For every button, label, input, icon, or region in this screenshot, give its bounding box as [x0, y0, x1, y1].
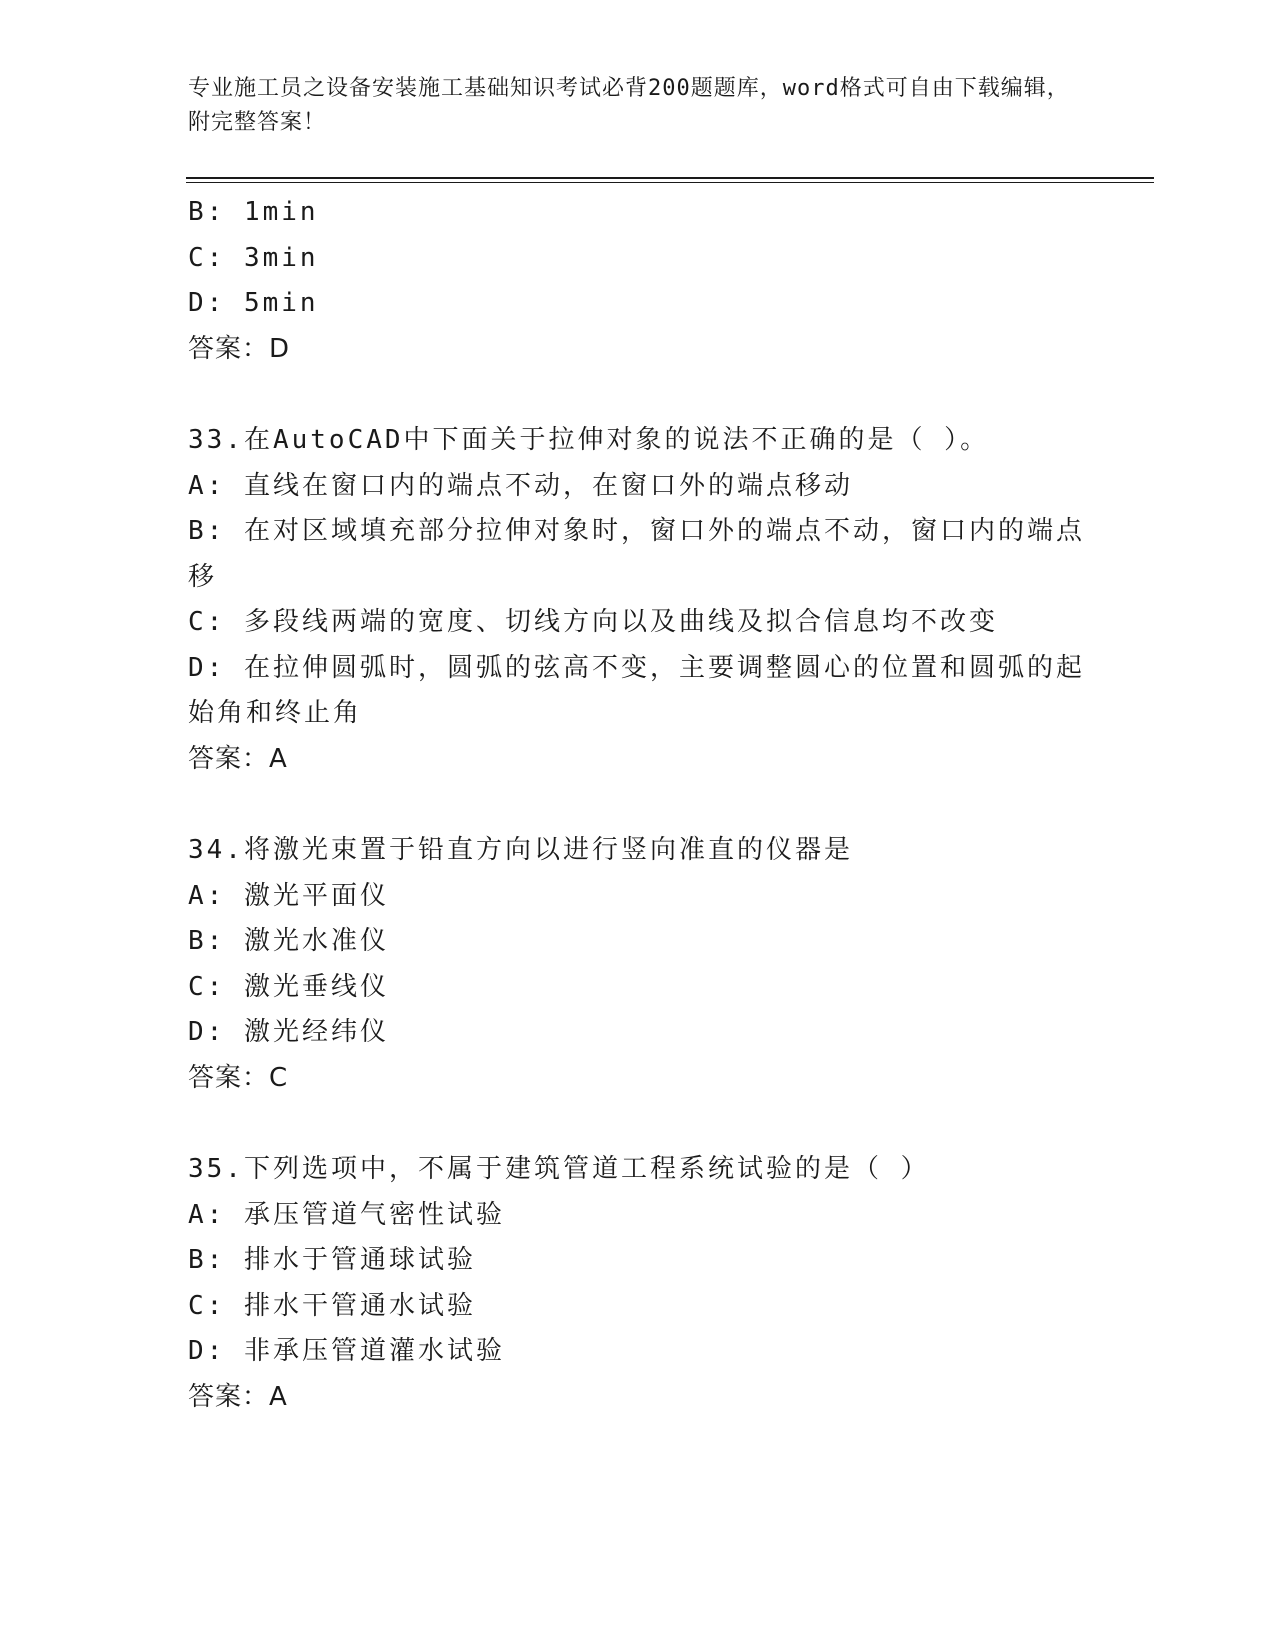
question-fragment — [188, 190, 1088, 372]
option-d: D: 在拉伸圆弧时，圆弧的弦高不变，主要调整圆心的位置和圆弧的起始角和终止角 — [188, 652, 1085, 728]
option-d: D: 非承压管道灌水试验 — [188, 1336, 505, 1366]
option-a: A: 承压管道气密性试验 — [188, 1199, 505, 1230]
header-rule — [186, 177, 1154, 179]
option-b: B: 排水于管通球试验 — [188, 1245, 476, 1275]
option-c: C: 排水干管通水试验 — [188, 1290, 476, 1321]
question-stem: 35.下列选项中，不属于建筑管道工程系统试验的是（ ） — [188, 1154, 930, 1184]
question-33 — [188, 418, 1088, 782]
header-rule-thin — [186, 182, 1154, 183]
option-c: C: 3min — [188, 242, 319, 273]
option-b: B: 1min — [188, 197, 319, 227]
question-35 — [188, 1147, 1088, 1420]
document-header: 专业施工员之设备安装施工基础知识考试必背200题题库，word格式可自由下载编辑，附完整答案！ — [188, 76, 1070, 135]
question-stem: 34.将激光束置于铅直方向以进行竖向准直的仪器是 — [188, 835, 853, 865]
question-34 — [188, 828, 1088, 1101]
answer: 答案：D — [188, 333, 291, 364]
answer: 答案：C — [188, 1062, 289, 1093]
option-d: D: 5min — [188, 288, 319, 318]
option-c: C: 多段线两端的宽度、切线方向以及曲线及拟合信息均不改变 — [188, 607, 998, 637]
option-c: C: 激光垂线仪 — [188, 971, 389, 1002]
option-b: B: 激光水准仪 — [188, 926, 389, 956]
option-a: A: 激光平面仪 — [188, 880, 389, 911]
option-a: A: 直线在窗口内的端点不动，在窗口外的端点移动 — [188, 470, 853, 501]
option-b: B: 在对区域填充部分拉伸对象时，窗口外的端点不动，窗口内的端点移 — [188, 516, 1085, 592]
answer: 答案：A — [188, 1381, 288, 1412]
answer: 答案：A — [188, 743, 288, 774]
question-stem: 33.在AutoCAD中下面关于拉伸对象的说法不正确的是（ ）。 — [188, 425, 990, 455]
question-list — [188, 190, 1088, 1420]
option-d: D: 激光经纬仪 — [188, 1017, 389, 1047]
